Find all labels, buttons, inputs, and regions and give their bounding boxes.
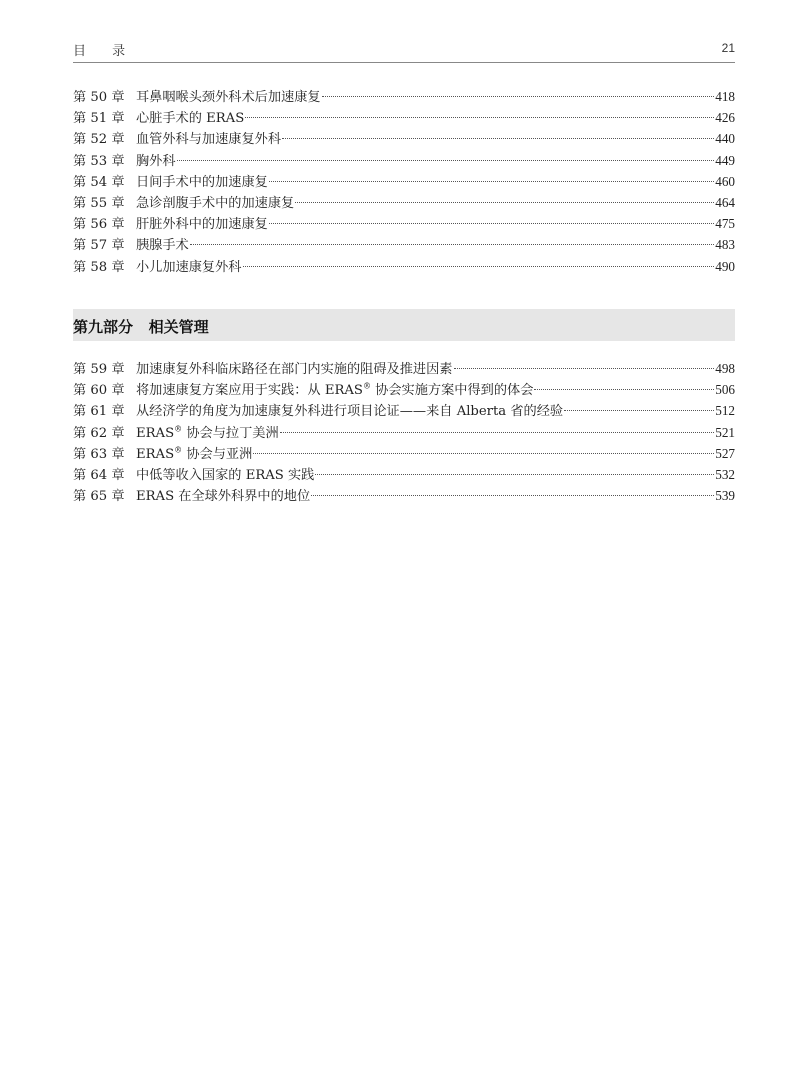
chapter-title: 中低等收入国家的 ERAS 实践	[136, 467, 315, 483]
chapter-title: 肝脏外科中的加速康复	[136, 217, 268, 233]
dot-leader	[534, 389, 714, 390]
chapter-page: 460	[715, 173, 735, 189]
chapter-number: 第 54 章	[73, 174, 125, 190]
dot-leader	[454, 368, 715, 369]
chapter-title: ERAS 在全球外科界中的地位	[136, 489, 311, 505]
chapter-page: 426	[715, 110, 735, 126]
chapter-number: 第 51 章	[73, 111, 125, 127]
chapter-number: 第 58 章	[73, 259, 125, 275]
chapter-title: 胸外科	[136, 153, 176, 169]
registered-mark: ®	[174, 445, 183, 455]
part-title: 第九部分 相关管理	[73, 318, 209, 336]
dot-leader	[253, 453, 714, 454]
chapter-number: 第 64 章	[73, 467, 125, 483]
chapter-number: 第 61 章	[73, 404, 125, 420]
chapter-title: 日间手术中的加速康复	[136, 174, 268, 190]
chapter-title	[136, 380, 533, 401]
chapter-title: 从经济学的角度为加速康复外科进行项目论证——来自 Alberta 省的经验	[136, 404, 564, 420]
chapter-title-part: 协会与拉丁美洲	[182, 425, 279, 441]
toc-list-part-nine	[73, 358, 735, 506]
dot-leader	[190, 244, 714, 245]
toc-entry-52[interactable]	[73, 128, 735, 149]
dot-leader	[280, 432, 715, 433]
registered-mark: ®	[362, 381, 371, 391]
chapter-number: 第 62 章	[73, 425, 125, 441]
running-header	[73, 40, 735, 63]
chapter-number: 第 59 章	[73, 362, 125, 377]
chapter-title: 耳鼻咽喉头颈外科术后加速康复	[136, 90, 321, 105]
toc-entry-61[interactable]	[73, 400, 735, 421]
chapter-page: 527	[715, 445, 735, 461]
toc-entry-63[interactable]	[73, 443, 735, 464]
page-number: 21	[721, 41, 735, 55]
chapter-title: 胰腺手术	[136, 238, 189, 254]
toc-entry-60[interactable]	[73, 379, 735, 400]
toc-entry-57[interactable]	[73, 234, 735, 255]
chapter-page: 449	[715, 152, 735, 168]
chapter-page: 418	[715, 89, 735, 104]
toc-entry-59[interactable]	[73, 358, 735, 379]
chapter-page: 539	[715, 488, 735, 504]
chapter-page: 512	[715, 403, 735, 419]
dot-leader	[282, 138, 714, 139]
chapter-title-part: ERAS	[136, 425, 175, 441]
chapter-page: 490	[715, 258, 735, 274]
dot-leader	[322, 96, 715, 97]
toc-entry-58[interactable]	[73, 256, 735, 277]
toc-entry-64[interactable]	[73, 464, 735, 485]
chapter-number: 第 53 章	[73, 153, 125, 169]
toc-entry-62[interactable]	[73, 422, 735, 443]
chapter-title-part: 协会与亚洲	[182, 446, 253, 462]
toc-entry-54[interactable]	[73, 171, 735, 192]
chapter-number: 第 56 章	[73, 217, 125, 233]
dot-leader	[311, 495, 714, 496]
chapter-title: 急诊剖腹手术中的加速康复	[136, 195, 295, 211]
chapter-number: 第 50 章	[73, 90, 125, 105]
chapter-title: 血管外科与加速康复外科	[136, 132, 282, 148]
dot-leader	[315, 474, 714, 475]
dot-leader	[564, 410, 714, 411]
chapter-title	[136, 444, 252, 465]
dot-leader	[245, 117, 714, 118]
chapter-title: 小儿加速康复外科	[136, 259, 242, 275]
chapter-page: 532	[715, 466, 735, 482]
toc-entry-50[interactable]	[73, 86, 735, 107]
chapter-title: 加速康复外科临床路径在部门内实施的阻碍及推进因素	[136, 362, 453, 377]
dot-leader	[295, 202, 714, 203]
chapter-title-part: ERAS	[136, 446, 175, 462]
toc-entry-51[interactable]	[73, 107, 735, 128]
chapter-number: 第 57 章	[73, 238, 125, 254]
registered-mark: ®	[174, 424, 183, 434]
chapter-number: 第 63 章	[73, 446, 125, 462]
chapter-number: 第 60 章	[73, 383, 125, 399]
dot-leader	[269, 223, 714, 224]
chapter-title-part: 协会实施方案中得到的体会	[370, 383, 534, 399]
toc-entry-65[interactable]	[73, 485, 735, 506]
toc-entry-56[interactable]	[73, 213, 735, 234]
dot-leader	[177, 160, 715, 161]
dot-leader	[269, 181, 714, 182]
chapter-title: 心脏手术的 ERAS	[136, 111, 245, 127]
chapter-number: 第 52 章	[73, 132, 125, 148]
chapter-page: 464	[715, 194, 735, 210]
chapter-page: 483	[715, 237, 735, 253]
header-title: 目 录	[73, 44, 137, 59]
part-nine-banner	[73, 309, 735, 341]
chapter-number: 第 55 章	[73, 195, 125, 211]
dot-leader	[243, 266, 715, 267]
chapter-page: 440	[715, 131, 735, 147]
chapter-title-part: 将加速康复方案应用于实践：从 ERAS	[136, 383, 363, 399]
chapter-page: 506	[715, 382, 735, 398]
toc-entry-55[interactable]	[73, 192, 735, 213]
chapter-page: 498	[715, 361, 735, 376]
chapter-page: 475	[715, 216, 735, 232]
chapter-title	[136, 423, 279, 444]
chapter-page: 521	[715, 424, 735, 440]
toc-list-part-eight	[73, 86, 735, 277]
chapter-number: 第 65 章	[73, 489, 125, 505]
toc-entry-53[interactable]	[73, 150, 735, 171]
